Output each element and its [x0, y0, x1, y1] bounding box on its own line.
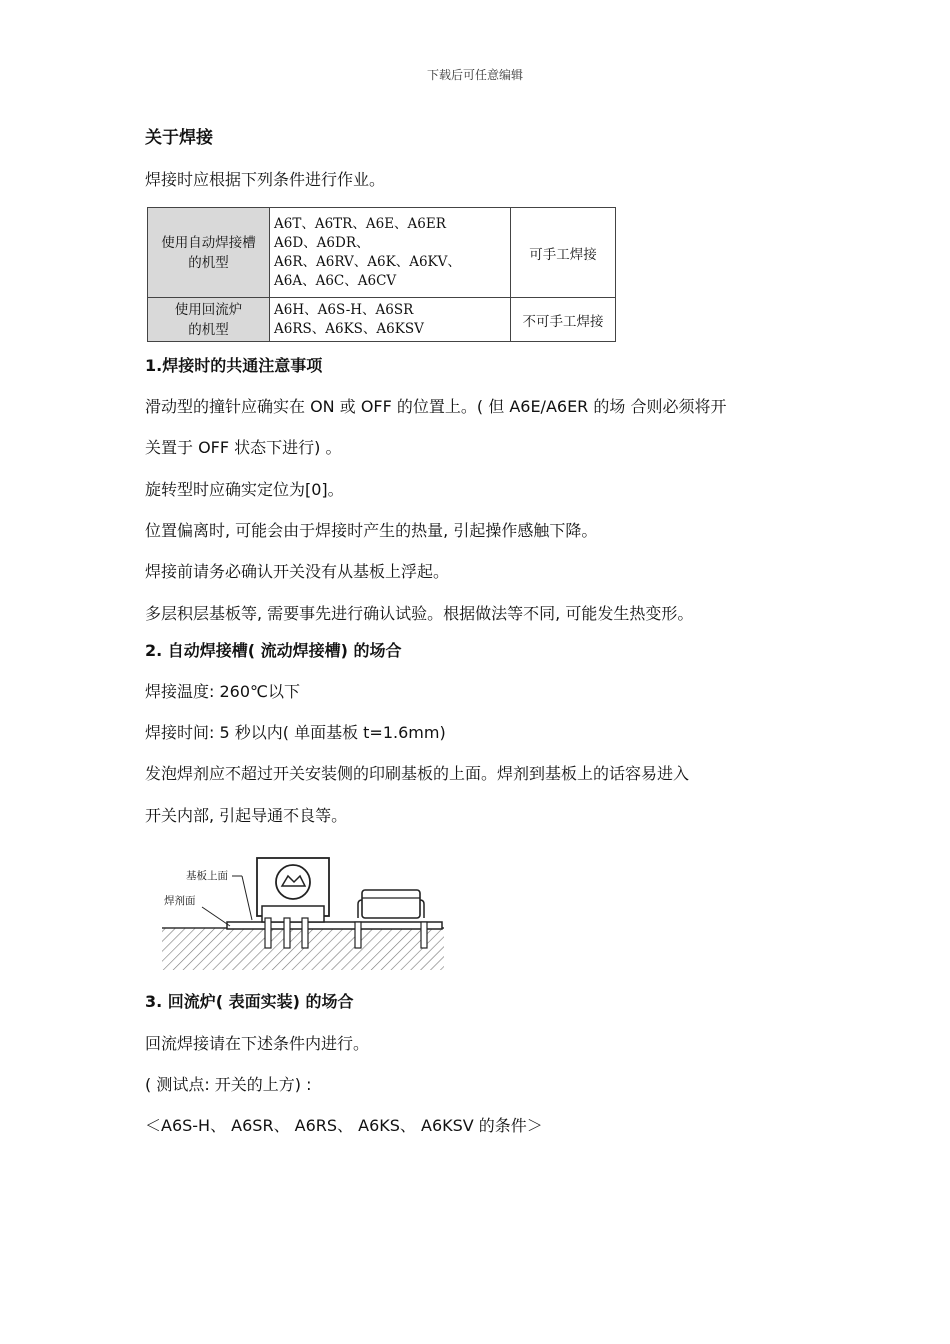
section3-paragraph: ＜A6S-H、 A6SR、 A6RS、 A6KS、 A6KSV 的条件＞ [145, 1116, 543, 1135]
model-table [147, 207, 616, 342]
section3-heading: 3. 回流炉( 表面实装) 的场合 [145, 992, 354, 1011]
flux-note: 开关内部, 引起导通不良等。 [145, 806, 348, 825]
model-list-line: A6R、A6RV、A6K、A6KV、 [274, 253, 461, 270]
solder-temperature: 焊接温度: 260℃以下 [145, 682, 300, 701]
component-pin [421, 922, 427, 948]
leader-line [242, 876, 252, 920]
label-flux-surface: 焊剂面 [164, 895, 196, 907]
section1-paragraph: 滑动型的撞针应确实在 ON 或 OFF 的位置上。( 但 A6E/A6ER 的场 合则必须将开 [145, 397, 727, 416]
model-list-line: A6T、A6TR、A6E、A6ER [274, 215, 446, 232]
switch-pin [265, 918, 271, 948]
intro-text: 焊接时应根据下列条件进行作业。 [145, 170, 386, 189]
section2-heading: 2. 自动焊接槽( 流动焊接槽) 的场合 [145, 641, 402, 660]
model-list-line: A6A、A6C、A6CV [274, 272, 397, 289]
pcb-board [227, 922, 442, 929]
verdict-cell: 可手工焊接 [511, 208, 616, 298]
section1-heading: 1.焊接时的共通注意事项 [145, 356, 323, 375]
category-cell [148, 208, 270, 298]
component-pin [355, 922, 361, 948]
models-cell [270, 298, 511, 342]
category-label: 的机型 [188, 254, 229, 271]
table-row [148, 208, 616, 298]
leader-line [202, 907, 230, 926]
label-board-top: 基板上面 [186, 870, 228, 882]
section1-paragraph: 多层积层基板等, 需要事先进行确认试验。根据做法等不同, 可能发生热变形。 [145, 604, 694, 623]
soldering-diagram [162, 852, 444, 970]
switch-pin [302, 918, 308, 948]
section1-paragraph: 焊接前请务必确认开关没有从基板上浮起。 [145, 562, 450, 581]
table-row [148, 298, 616, 342]
category-cell [148, 298, 270, 342]
page-header: 下载后可任意编辑 [426, 68, 523, 82]
models-cell [270, 208, 511, 298]
model-list-line: A6D、A6DR、 [274, 234, 370, 251]
verdict-cell: 不可手工焊接 [511, 298, 616, 342]
category-label: 使用自动焊接槽 [161, 234, 256, 251]
section3-paragraph: ( 测试点: 开关的上方) : [145, 1075, 312, 1094]
component-body [362, 890, 420, 918]
section1-paragraph: 旋转型时应确实定位为[0]。 [145, 480, 344, 499]
section3-paragraph: 回流焊接请在下述条件内进行。 [145, 1034, 370, 1053]
flux-note: 发泡焊剂应不超过开关安装侧的印刷基板的上面。焊剂到基板上的话容易进入 [145, 764, 690, 783]
model-list-line: A6RS、A6KS、A6KSV [274, 320, 424, 337]
solder-time: 焊接时间: 5 秒以内( 单面基板 t=1.6mm) [145, 723, 446, 742]
category-label: 使用回流炉 [174, 301, 243, 318]
page-title: 关于焊接 [145, 128, 213, 148]
category-label: 的机型 [188, 321, 229, 338]
switch-pin [284, 918, 290, 948]
model-list-line: A6H、A6S-H、A6SR [274, 301, 414, 318]
section1-paragraph: 关置于 OFF 状态下进行) 。 [145, 438, 342, 457]
section1-paragraph: 位置偏离时, 可能会由于焊接时产生的热量, 引起操作感触下降。 [145, 521, 598, 540]
